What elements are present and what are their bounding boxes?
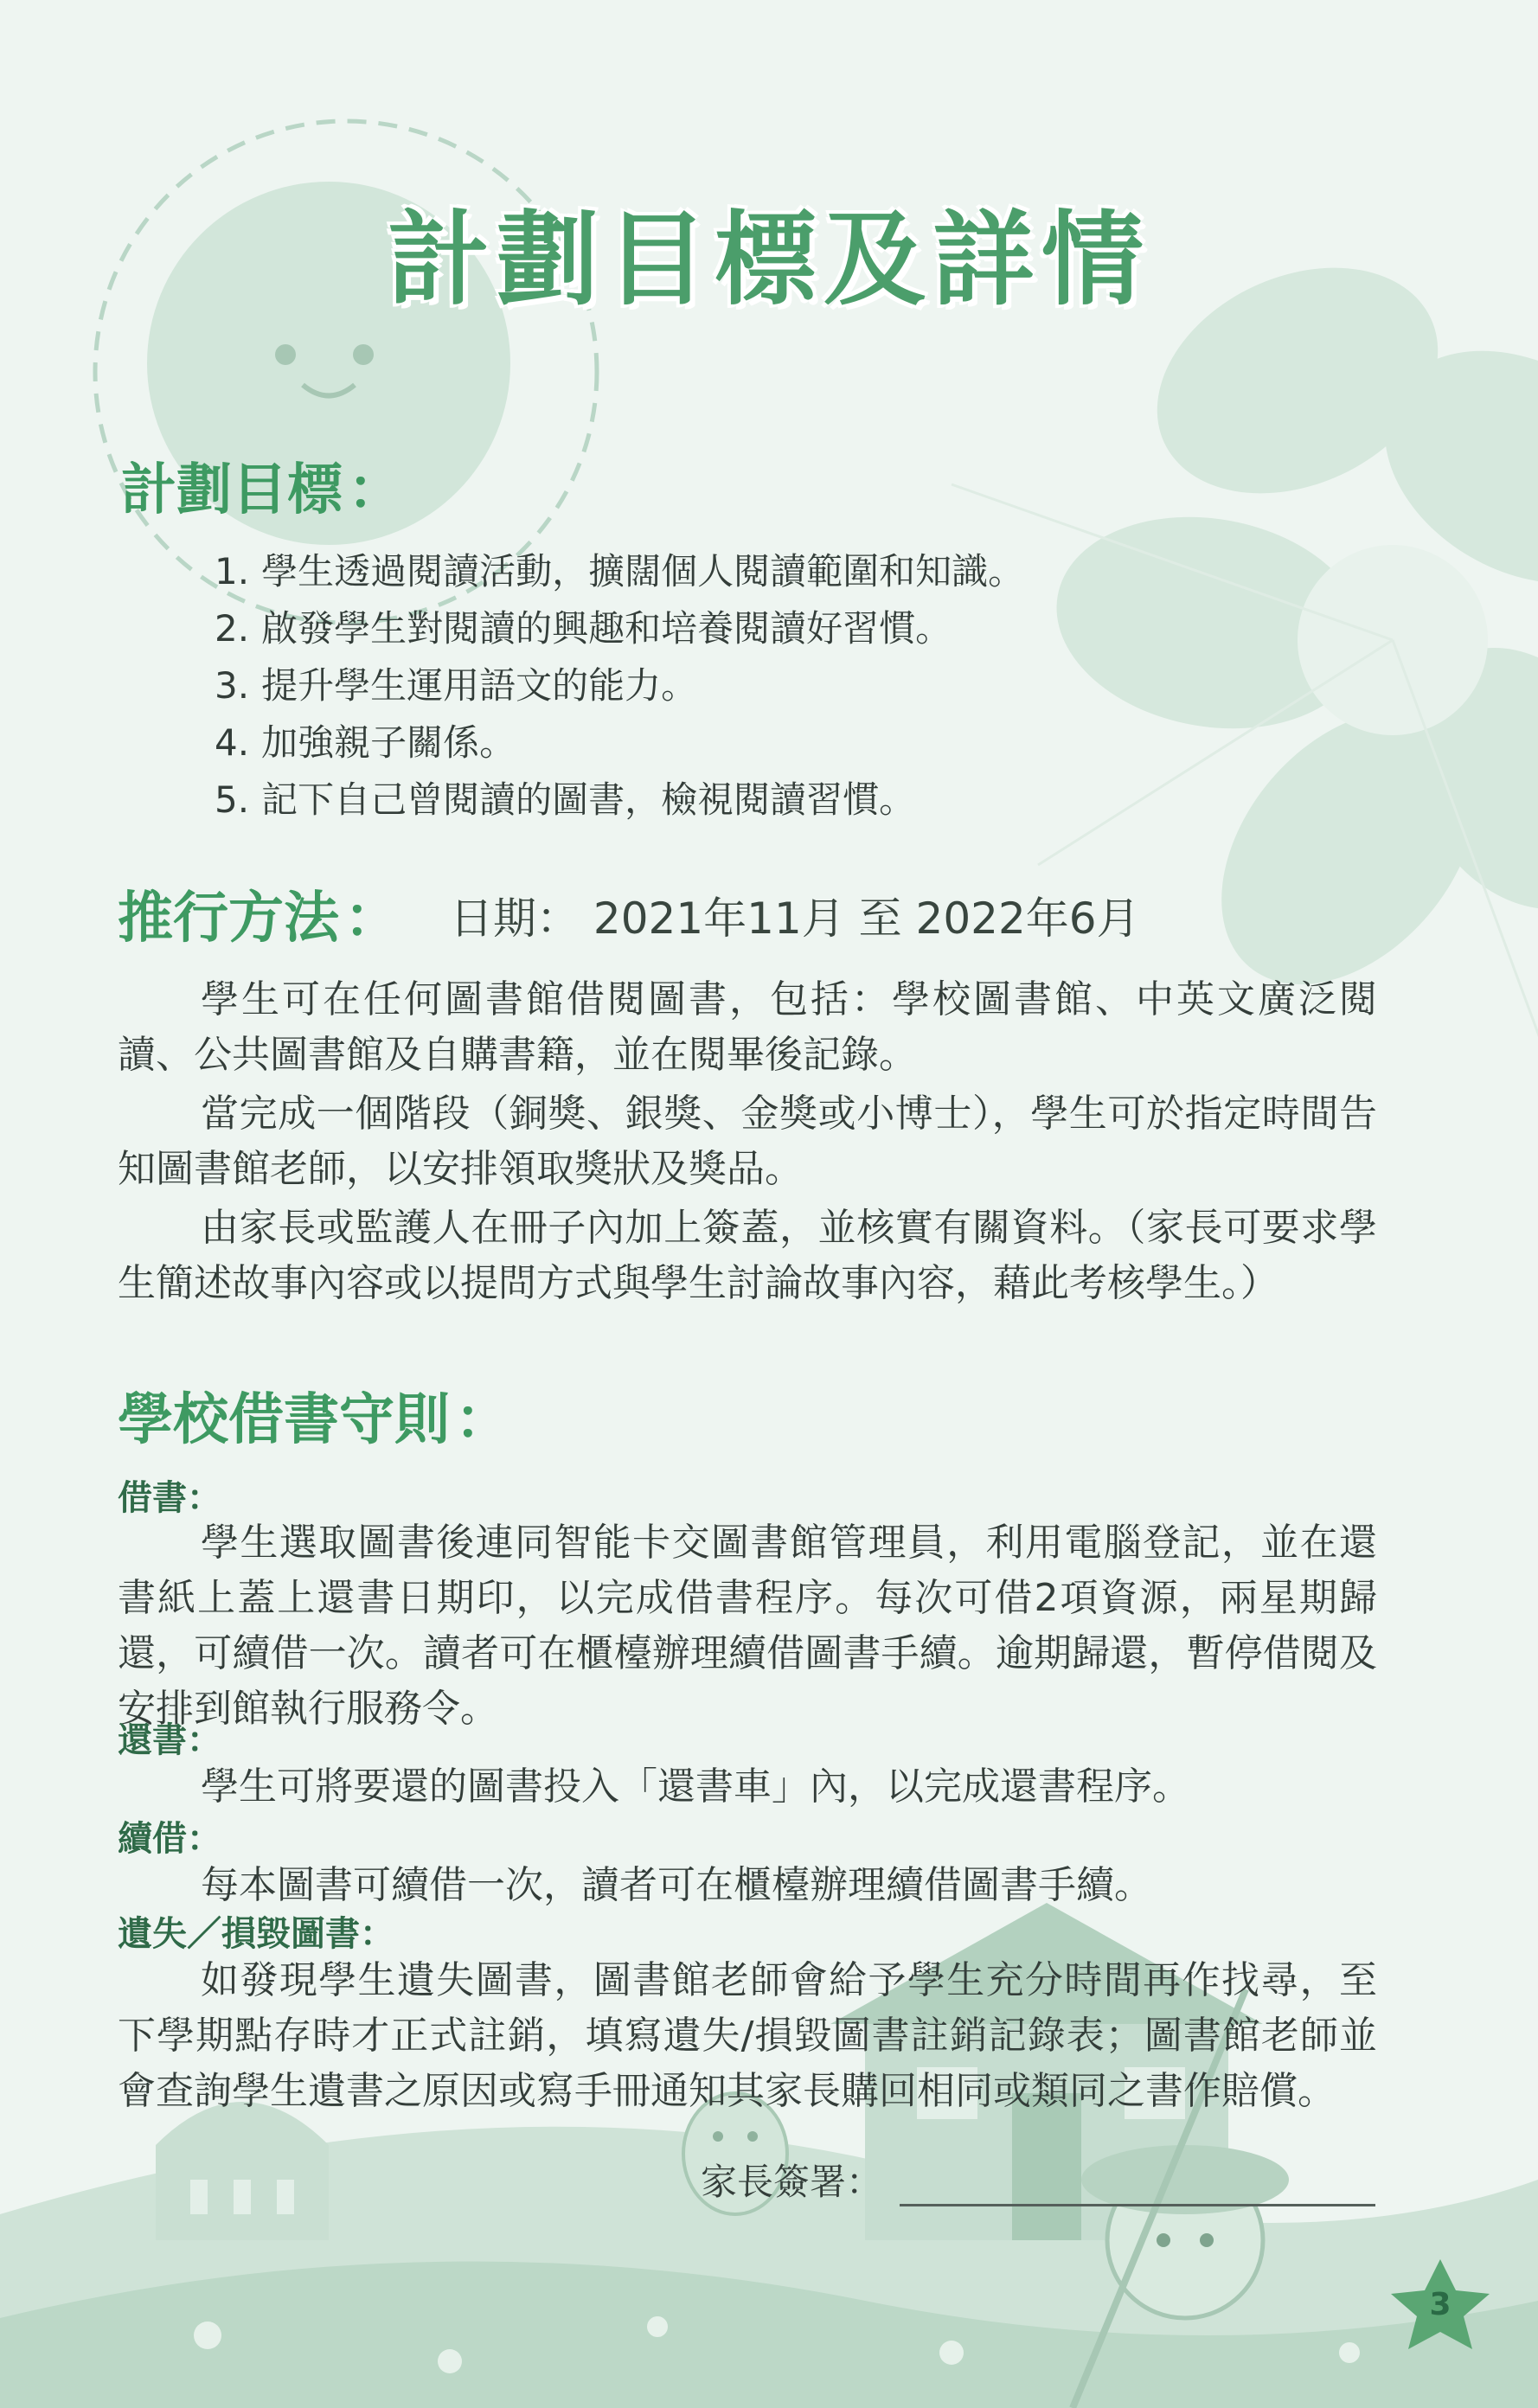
goal-text: 記下自己曾閱讀的圖書，檢視閱讀習慣。 bbox=[261, 778, 916, 821]
goals-heading bbox=[121, 445, 403, 525]
return-label: 還書： bbox=[118, 1720, 221, 1760]
goal-number: 1. bbox=[215, 550, 250, 592]
goal-item bbox=[215, 657, 697, 709]
page-number: 3 bbox=[1429, 2287, 1451, 2322]
borrow-text: 學生選取圖書後連同智能卡交圖書館管理員，利用電腦登記，並在還書紙上蓋上還書日期印，以完成借書程序。每次可借2項資源，兩星期歸還，可續借一次。讀者可在櫃檯辦理續借圖書手續。逾期歸還，暫停借閱及安排到館執行服務令。 bbox=[118, 1521, 1377, 1731]
method-paragraph: 由家長或監護人在冊子內加上簽蓋，並核實有關資料。（家長可要求學生簡述故事內容或以提問方式與學生討論故事內容，藉此考核學生。） bbox=[118, 1206, 1377, 1305]
goal-text: 啟發學生對閱讀的興趣和培養閱讀好習慣。 bbox=[261, 607, 952, 650]
renew-text: 每本圖書可續借一次，讀者可在櫃檯辦理續借圖書手續。 bbox=[201, 1863, 1152, 1907]
method-paragraph: 學生可在任何圖書館借閱圖書，包括：學校圖書館、中英文廣泛閱讀、公共圖書館及自購書籍，並在閱畢後記錄。 bbox=[118, 977, 1377, 1077]
method-heading-colon: ： bbox=[344, 887, 400, 951]
method-heading-text: 推行方法 bbox=[118, 887, 339, 951]
goal-item bbox=[215, 772, 915, 823]
goal-item bbox=[215, 600, 952, 652]
goals-heading-colon: ： bbox=[348, 458, 403, 522]
goal-text: 提升學生運用語文的能力。 bbox=[261, 664, 698, 707]
page-title: 計劃目標及詳情 bbox=[387, 200, 1150, 319]
goal-text: 加強親子關係。 bbox=[261, 721, 516, 764]
method-paragraph: 當完成一個階段（銅獎、銀獎、金獎或小博士），學生可於指定時間告知圖書館老師，以安排領取獎狀及獎品。 bbox=[118, 1092, 1377, 1191]
goal-number: 5. bbox=[215, 778, 250, 821]
method-heading bbox=[118, 874, 400, 953]
rules-heading-text: 學校借書守則 bbox=[118, 1388, 450, 1452]
goal-number: 3. bbox=[215, 664, 250, 707]
parent-signature-label: 家長簽署： bbox=[701, 2161, 883, 2203]
rules-heading-colon: ： bbox=[455, 1388, 510, 1452]
goal-number: 2. bbox=[215, 607, 250, 650]
goal-item bbox=[215, 714, 516, 766]
goal-item bbox=[215, 543, 1024, 595]
goal-number: 4. bbox=[215, 721, 250, 764]
renew-label: 續借： bbox=[118, 1819, 221, 1859]
borrow-label: 借書： bbox=[118, 1478, 221, 1518]
signature-line[interactable] bbox=[900, 2204, 1375, 2206]
return-text: 學生可將要還的圖書投入「還書車」內，以完成還書程序。 bbox=[201, 1764, 1190, 1809]
lost-text: 如發現學生遺失圖書，圖書館老師會給予學生充分時間再作找尋，至下學期點存時才正式註銷，填寫遺失/損毀圖書註銷記錄表；圖書館老師並會查詢學生遺書之原因或寫手冊通知其家長購回相同或類同之書作賠償。 bbox=[118, 1958, 1377, 2113]
method-date: 日期： 2021年11月 至 2022年6月 bbox=[450, 893, 1140, 944]
goal-text: 學生透過閱讀活動，擴闊個人閱讀範圍和知識。 bbox=[261, 550, 1025, 592]
rules-heading bbox=[118, 1375, 510, 1455]
lost-label: 遺失／損毀圖書： bbox=[118, 1914, 394, 1954]
goals-heading-text: 計劃目標 bbox=[121, 458, 343, 522]
